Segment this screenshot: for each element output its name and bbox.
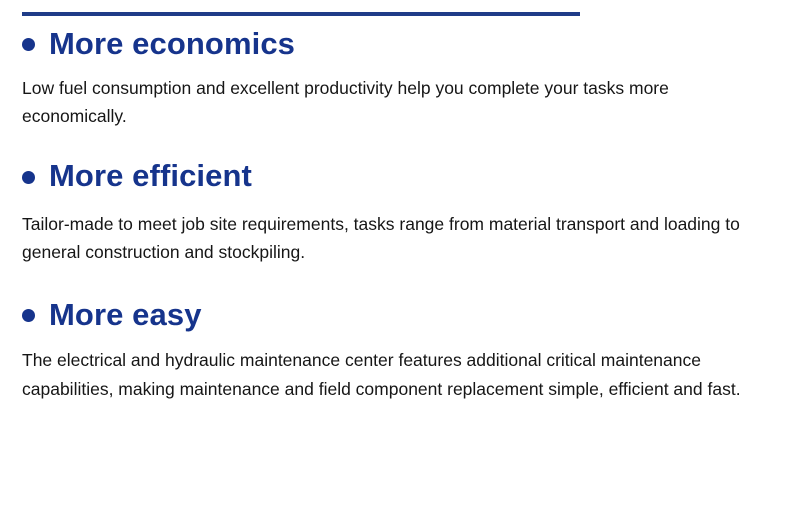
section-heading-label: More efficient [49, 158, 252, 194]
section-body-text: Low fuel consumption and excellent productivity help you complete your tasks more economically. [22, 77, 669, 126]
section-heading [22, 297, 778, 333]
feature-section-more-easy [22, 297, 778, 403]
feature-section-more-economics [22, 26, 778, 130]
section-heading-label: More easy [49, 296, 202, 332]
bullet-point-icon [22, 309, 35, 322]
bullet-point-icon [22, 38, 35, 51]
header-divider-rule [22, 12, 580, 16]
feature-section-more-efficient [22, 158, 778, 266]
section-heading [22, 158, 778, 194]
section-body-text: Tailor-made to meet job site requirements, tasks range from material transport and loading to general construction and stockpiling. [22, 213, 740, 263]
bullet-point-icon [22, 171, 35, 184]
feature-list [22, 0, 778, 403]
section-heading [22, 26, 778, 62]
section-heading-label: More economics [49, 26, 296, 61]
section-body-text: The electrical and hydraulic maintenance center features additional critical maintenance capabilities, making maintenance and field component replacement simple, efficient and fast. [22, 350, 741, 399]
